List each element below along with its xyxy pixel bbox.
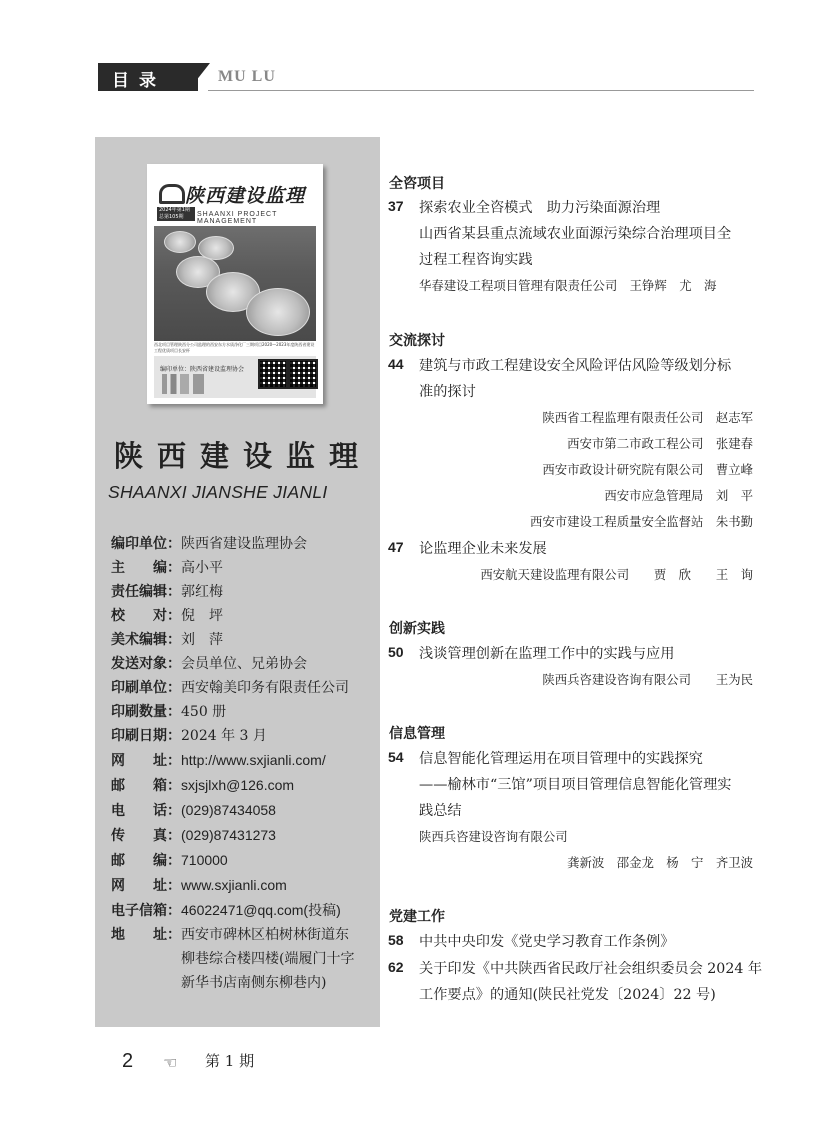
cover-issue-badge: 2024年第1期 总第105期 <box>157 207 195 221</box>
article-author: 龚新波 邵金龙 杨 宁 齐卫波 <box>567 855 753 870</box>
info-row: 主 编：高小平 <box>111 560 223 576</box>
page-number: 47 <box>388 539 404 555</box>
info-row: 电子信箱：46022471@qq.com(投稿) <box>111 902 341 919</box>
article-author: 西安市政设计研究院有限公司 曹立峰 <box>542 462 753 477</box>
info-row: 传 真：(029)87431273 <box>111 827 276 844</box>
cover-footer <box>154 356 316 398</box>
article-title: 浅谈管理创新在监理工作中的实践与应用 <box>419 646 675 662</box>
page-number: 62 <box>388 959 404 975</box>
article-subtitle: 山西省某县重点流域农业面源污染综合治理项目全 <box>419 226 732 242</box>
section-heading: 党建工作 <box>389 909 445 925</box>
qr-code-icon <box>258 359 288 389</box>
article-title: 中共中央印发《党史学习教育工作条例》 <box>419 934 675 950</box>
info-row: 责任编辑：郭红梅 <box>111 584 223 600</box>
cover-image <box>147 164 323 404</box>
footer-page-number: 2 <box>122 1050 134 1072</box>
cover-subtitle: SHAANXI PROJECT MANAGEMENT <box>197 211 278 225</box>
header-title-en: MU LU <box>218 68 276 85</box>
header-tab-slant <box>188 63 210 91</box>
cover-logo-icon <box>159 184 185 204</box>
info-row: 美术编辑：刘 萍 <box>111 632 223 648</box>
page-number: 54 <box>388 749 404 765</box>
cover-photo <box>154 226 316 341</box>
info-row: 邮 编：710000 <box>111 852 228 869</box>
article-author: 西安航天建设监理有限公司 贾 欣 王 询 <box>480 567 753 582</box>
info-row: 印刷单位：西安翰美印务有限责任公司 <box>111 680 349 696</box>
article-title: 建筑与市政工程建设安全风险评估风险等级划分标 <box>419 358 732 374</box>
section-heading: 全咨项目 <box>389 176 445 192</box>
address-cont: 新华书店南侧东柳巷内) <box>181 975 327 991</box>
info-row: 地 址：西安市碑林区柏树林街道东 <box>111 927 349 943</box>
pointing-hand-icon: ☜ <box>163 1053 178 1072</box>
article-author: 华春建设工程项目管理有限责任公司 王铮辉 尤 海 <box>419 278 717 293</box>
footer-issue: 第 1 期 <box>205 1052 255 1070</box>
header-rule <box>208 90 754 91</box>
skyline-icon <box>162 374 222 394</box>
info-row: 网 址：http://www.sxjianli.com/ <box>111 752 326 769</box>
article-title: 准的探讨 <box>419 384 476 400</box>
article-author: 西安市应急管理局 刘 平 <box>604 488 753 503</box>
magazine-name-cn: 陕西建设监理 <box>114 439 373 473</box>
qr-code-icon <box>288 359 318 389</box>
cover-publisher: 编印单位：陕西省建设监理协会 <box>160 366 245 373</box>
article-title: 信息智能化管理运用在项目管理中的实践探究 <box>419 751 703 767</box>
address-cont: 柳巷综合楼四楼(端履门十字 <box>181 951 355 967</box>
page-number: 58 <box>388 932 404 948</box>
info-row: 编印单位：陕西省建设监理协会 <box>111 536 307 552</box>
cover-caption: 西北项目管理陕西分公司监理的西安东方水质净化厂三期项目2020—2023年度陕西省建设工程优质项目长安杯 <box>154 342 315 353</box>
page-number: 50 <box>388 644 404 660</box>
info-row: 校 对：倪 坪 <box>111 608 223 624</box>
info-row: 网 址：www.sxjianli.com <box>111 877 287 894</box>
section-heading: 创新实践 <box>389 621 445 637</box>
info-row: 印刷数量：450 册 <box>111 704 227 720</box>
page-number: 37 <box>388 198 404 214</box>
section-heading: 信息管理 <box>389 726 445 742</box>
article-title: 论监理企业未来发展 <box>419 541 547 557</box>
article-author: 陕西兵咨建设咨询有限公司 王为民 <box>542 672 753 687</box>
info-row: 邮 箱：sxjsjlxh@126.com <box>111 777 295 794</box>
publication-info <box>111 532 376 995</box>
page-number: 44 <box>388 356 404 372</box>
article-title: 关于印发《中共陕西省民政厅社会组织委员会 2024 年 <box>419 961 763 977</box>
article-author: 西安市第二市政工程公司 张建春 <box>567 436 753 451</box>
article-subtitle: ——榆林市“三馆”项目项目管理信息智能化管理实 <box>419 777 732 793</box>
info-row: 发送对象：会员单位、兄弟协会 <box>111 656 307 672</box>
article-author: 西安市建设工程质量安全监督站 朱书勤 <box>529 514 753 529</box>
article-title: 探索农业全咨模式 助力污染面源治理 <box>419 200 661 216</box>
cover-title: 陕西建设监理 <box>185 185 306 207</box>
article-author: 陕西省工程监理有限责任公司 赵志军 <box>542 410 753 425</box>
article-author: 陕西兵咨建设咨询有限公司 <box>419 829 568 844</box>
info-row: 电 话：(029)87434058 <box>111 802 276 819</box>
article-subtitle: 践总结 <box>419 803 462 819</box>
magazine-name-en: SHAANXI JIANSHE JIANLI <box>108 482 328 502</box>
article-subtitle: 过程工程咨询实践 <box>419 252 533 268</box>
header-title-cn: 目录 <box>112 71 166 91</box>
article-title: 工作要点》的通知(陕民社党发〔2024〕22 号) <box>419 987 716 1003</box>
info-row: 印刷日期：2024 年 3 月 <box>111 728 267 744</box>
section-heading: 交流探讨 <box>389 333 445 349</box>
